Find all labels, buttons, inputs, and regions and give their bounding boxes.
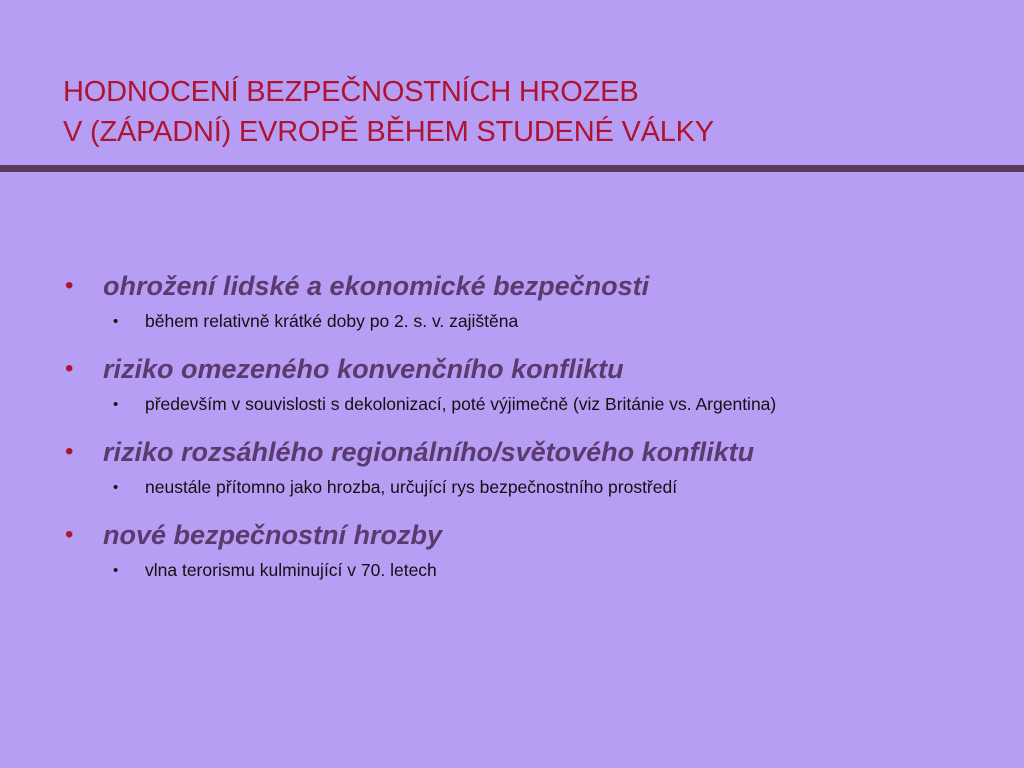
sub-bullet-item-1-text: během relativně krátké doby po 2. s. v. zajištěna [145,311,519,331]
bullet-item-2-text: riziko omezeného konvenčního konfliktu [103,354,624,384]
sub-bullet-item-3 [0,476,905,499]
bullet-item-1 [0,262,1024,310]
slide-title [63,72,963,152]
sub-bullet-item-2 [0,393,905,416]
title-divider [0,165,1024,172]
sub-bullet-item-1 [0,310,905,333]
sub-bullet-icon: • [113,313,119,330]
sub-bullet-item-3-text: neustále přítomno jako hrozba, určující rys bezpečnostního prostředí [145,477,678,497]
bullet-item-3 [0,428,1024,476]
sub-bullet-item-2-text: především v souvislosti s dekolonizací, poté výjimečně (viz Británie vs. Argentina) [145,394,777,414]
bullet-item-4-text: nové bezpečnostní hrozby [103,520,443,550]
bullet-icon: • [65,521,74,548]
slide-title-line-1: HODNOCENÍ BEZPEČNOSTNÍCH HROZEB [63,76,639,108]
sub-bullet-item-4-text: vlna terorismu kulminující v 70. letech [145,560,437,580]
bullet-item-1-text: ohrožení lidské a ekonomické bezpečnosti [103,271,650,301]
bullet-item-3-text: riziko rozsáhlého regionálního/světového konfliktu [103,437,755,467]
sub-bullet-icon: • [113,396,119,413]
bullet-icon: • [65,438,74,465]
sub-bullet-icon: • [113,562,119,579]
sub-bullet-item-4 [0,559,905,582]
bullet-icon: • [65,272,74,299]
slide-title-line-2: V (ZÁPADNÍ) EVROPĚ BĚHEM STUDENÉ VÁLKY [63,116,714,148]
bullet-list [0,262,1024,594]
bullet-item-4 [0,511,1024,559]
bullet-item-2 [0,345,1024,393]
bullet-icon: • [65,355,74,382]
sub-bullet-icon: • [113,479,119,496]
